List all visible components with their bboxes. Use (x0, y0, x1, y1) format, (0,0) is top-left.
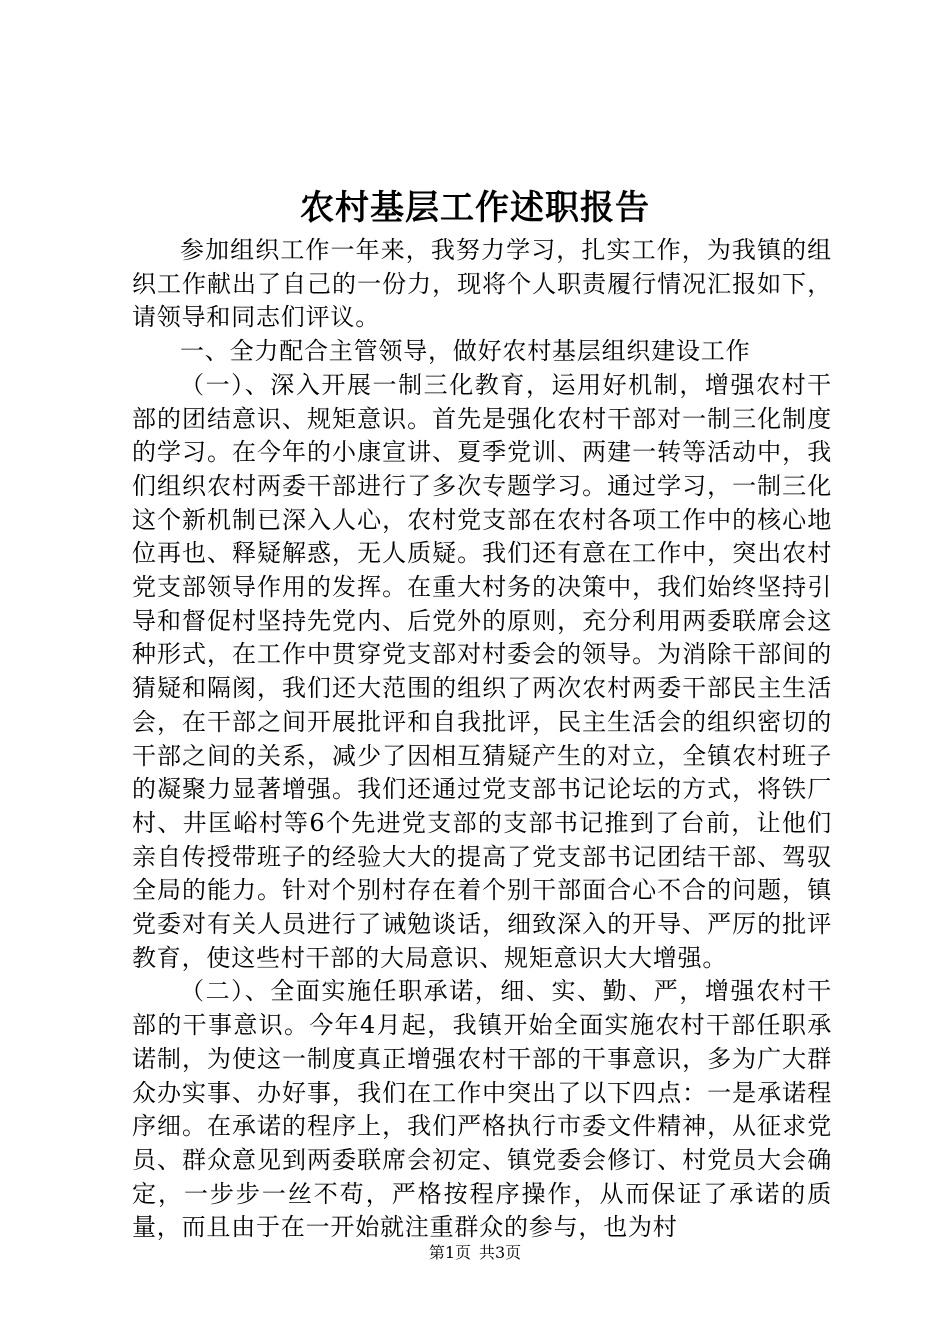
page-footer (0, 1241, 950, 1265)
document-title: 农村基层工作述职报告 (300, 188, 650, 228)
paragraph-subsection-1: （一）、深入开展一制三化教育，运用好机制，增强农村干部的团结意识、规矩意识。首先是强化农村干部对一制三化制度的学习。在今年的小康宣讲、夏季党训、两建一转等活动中，我们组织农村两委干部进行了多次专题学习。通过学习，一制三化这个新机制已深入人心，农村党支部在农村各项工作中的核心地位再也、释疑解惑，无人质疑。我们还有意在工作中，突出农村党支部领导作用的发挥。在重大村务的决策中，我们始终坚持引导和督促村坚持先党内、后党外的原则，充分利用两委联席会这种形式，在工作中贯穿党支部对村委会的领导。为消除干部间的猜疑和隔阂，我们还大范围的组织了两次农村两委干部民主生活会，在干部之间开展批评和自我批评，民主生活会的组织密切的干部之间的关系，减少了因相互猜疑产生的对立，全镇农村班子的凝聚力显著增强。我们还通过党支部书记论坛的方式，将铁厂村、井匡峪村等6个先进党支部的支部书记推到了台前，让他们亲自传授带班子的经验大大的提高了党支部书记团结干部、驾驭全局的能力。针对个别村存在着个别干部面合心不合的问题，镇党委对有关人员进行了诫勉谈话，细致深入的开导、严厉的批评教育，使这些村干部的大局意识、规矩意识大大增强。 (132, 370, 832, 972)
section-heading-1: 一、全力配合主管领导，做好农村基层组织建设工作 (180, 337, 751, 366)
page-total: 共3页 (479, 1243, 522, 1262)
paragraph-subsection-2: （二）、全面实施任职承诺，细、实、勤、严，增强农村干部的干事意识。今年4月起，我镇开始全面实施农村干部任职承诺制，为使这一制度真正增强农村干部的干事意识，多为广大群众办实事、办好事，我们在工作中突出了以下四点：一是承诺程序细。在承诺的程序上，我们严格执行市委文件精神，从征求党员、群众意见到两委联席会初定、镇党委会修订、村党员大会确定，一步步一丝不苟，严格按程序操作，从而保证了承诺的质量，而且由于在一开始就注重群众的参与，也为村 (132, 977, 832, 1242)
paragraph-intro: 参加组织工作一年来，我努力学习，扎实工作，为我镇的组织工作献出了自己的一份力，现将个人职责履行情况汇报如下，请领导和同志们评议。 (132, 236, 832, 332)
document-body (132, 234, 832, 1245)
page-number: 第1页 (428, 1243, 471, 1262)
